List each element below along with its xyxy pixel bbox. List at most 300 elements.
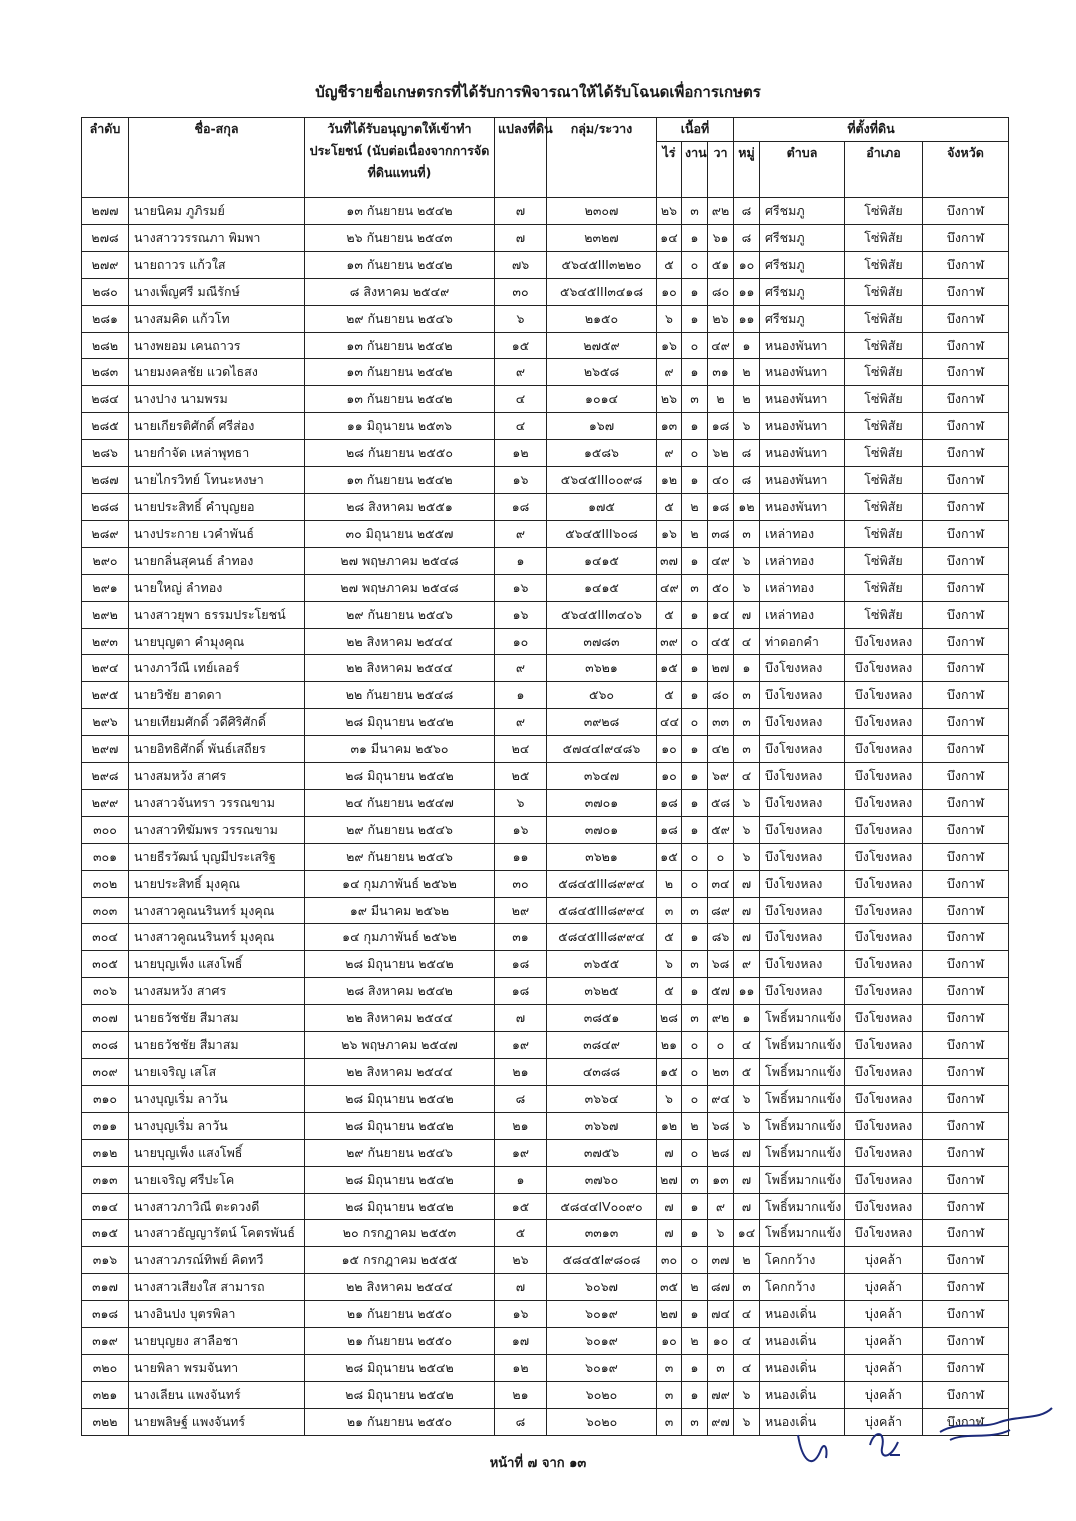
cell-moo: ๑๑ <box>734 305 760 332</box>
cell-rai: ๑๕ <box>657 655 682 682</box>
header-group: กลุ่ม/ระวาง <box>547 118 657 198</box>
cell-ngan: ๐ <box>682 870 708 897</box>
table-row <box>82 628 1009 655</box>
cell-name: นายประสิทธิ์ มุงคุณ <box>129 870 305 897</box>
cell-wa: ๖๘ <box>708 1112 734 1139</box>
cell-province: บึงกาฬ <box>923 1032 1009 1059</box>
cell-name: นายใหญ่ ลำทอง <box>129 574 305 601</box>
table-row <box>82 305 1009 332</box>
cell-wa: ๓๑ <box>708 359 734 386</box>
cell-tambon: หนองพันทา <box>760 386 845 413</box>
cell-name: นางสาวจันทรา วรรณขาม <box>129 789 305 816</box>
cell-date: ๒๙ กันยายน ๒๕๔๖ <box>305 601 495 628</box>
cell-order: ๒๙๙ <box>82 789 129 816</box>
cell-plot: ๑๘ <box>495 978 547 1005</box>
cell-tambon: บึงโขงหลง <box>760 682 845 709</box>
cell-date: ๒๙ กันยายน ๒๕๔๖ <box>305 816 495 843</box>
cell-name: นายพลิษฐ์ แพงจันทร์ <box>129 1408 305 1435</box>
cell-wa: ๖๑ <box>708 224 734 251</box>
cell-amphoe: บึงโขงหลง <box>845 655 923 682</box>
cell-plot: ๑๖ <box>495 816 547 843</box>
cell-ngan: ๑ <box>682 278 708 305</box>
cell-amphoe: บึงโขงหลง <box>845 1112 923 1139</box>
cell-rai: ๒๗ <box>657 1301 682 1328</box>
cell-group: ๓๖๖๗ <box>547 1112 657 1139</box>
cell-plot: ๗ <box>495 198 547 225</box>
cell-name: นางสาวคูณนรินทร์ มุงคุณ <box>129 897 305 924</box>
cell-order: ๒๘๖ <box>82 440 129 467</box>
cell-rai: ๒๖ <box>657 386 682 413</box>
cell-ngan: ๑ <box>682 1354 708 1381</box>
cell-name: นายวิชัย ฮาดดา <box>129 682 305 709</box>
cell-order: ๓๑๖ <box>82 1247 129 1274</box>
cell-tambon: โพธิ์หมากแข้ง <box>760 1059 845 1086</box>
cell-tambon: บึงโขงหลง <box>760 789 845 816</box>
cell-group: ๖๐๑๙ <box>547 1301 657 1328</box>
cell-rai: ๔๙ <box>657 574 682 601</box>
cell-ngan: ๓ <box>682 386 708 413</box>
cell-group: ๑๔๑๕ <box>547 574 657 601</box>
table-row <box>82 386 1009 413</box>
cell-moo: ๒ <box>734 359 760 386</box>
cell-ngan: ๒ <box>682 1112 708 1139</box>
cell-tambon: โพธิ์หมากแข้ง <box>760 1220 845 1247</box>
cell-moo: ๓ <box>734 520 760 547</box>
cell-wa: ๘๐ <box>708 278 734 305</box>
cell-tambon: หนองพันทา <box>760 493 845 520</box>
cell-name: นางสาวเสียงใส สามารถ <box>129 1274 305 1301</box>
cell-plot: ๒๑ <box>495 1112 547 1139</box>
cell-plot: ๗ <box>495 1005 547 1032</box>
cell-tambon: บึงโขงหลง <box>760 709 845 736</box>
cell-tambon: ศรีชมภู <box>760 278 845 305</box>
cell-date: ๒๐ กรกฎาคม ๒๕๕๓ <box>305 1220 495 1247</box>
cell-wa: ๗๔ <box>708 1301 734 1328</box>
cell-province: บึงกาฬ <box>923 198 1009 225</box>
cell-rai: ๑๖ <box>657 332 682 359</box>
cell-rai: ๑๐ <box>657 736 682 763</box>
cell-rai: ๕ <box>657 601 682 628</box>
cell-rai: ๒๖ <box>657 198 682 225</box>
cell-tambon: บึงโขงหลง <box>760 763 845 790</box>
cell-plot: ๙ <box>495 520 547 547</box>
cell-ngan: ๑ <box>682 924 708 951</box>
cell-plot: ๖ <box>495 789 547 816</box>
cell-name: นายเกียรติศักดิ์ ศรีส่อง <box>129 413 305 440</box>
cell-name: นางสมหวัง สาศร <box>129 763 305 790</box>
cell-order: ๒๙๘ <box>82 763 129 790</box>
cell-tambon: บึงโขงหลง <box>760 655 845 682</box>
cell-plot: ๑ <box>495 682 547 709</box>
cell-wa: ๙๗ <box>708 1408 734 1435</box>
cell-order: ๓๐๖ <box>82 978 129 1005</box>
table-row <box>82 978 1009 1005</box>
cell-ngan: ๓ <box>682 574 708 601</box>
cell-name: นางบุญเริ่ม ลาวัน <box>129 1112 305 1139</box>
cell-wa: ๖๙ <box>708 763 734 790</box>
cell-date: ๑๓ กันยายน ๒๕๔๒ <box>305 359 495 386</box>
cell-plot: ๑๕ <box>495 1193 547 1220</box>
cell-name: นายบุญเพ็ง แสงโพธิ์ <box>129 1139 305 1166</box>
cell-province: บึงกาฬ <box>923 1220 1009 1247</box>
cell-rai: ๕ <box>657 682 682 709</box>
cell-amphoe: บึงโขงหลง <box>845 1085 923 1112</box>
cell-group: ๓๘๕๑ <box>547 1005 657 1032</box>
cell-date: ๒๒ สิงหาคม ๒๕๔๔ <box>305 1059 495 1086</box>
cell-name: นายบุญเพ็ง แสงโพธิ์ <box>129 951 305 978</box>
page-number: หน้าที่ ๗ จาก ๑๓ <box>489 1456 587 1471</box>
cell-order: ๒๗๙ <box>82 251 129 278</box>
cell-wa: ๘๙ <box>708 897 734 924</box>
cell-order: ๓๐๙ <box>82 1059 129 1086</box>
table-row <box>82 843 1009 870</box>
cell-amphoe: บึงโขงหลง <box>845 1139 923 1166</box>
cell-group: ๕๖๔๕III๓๔๑๘ <box>547 278 657 305</box>
cell-province: บึงกาฬ <box>923 386 1009 413</box>
cell-ngan: ๒ <box>682 493 708 520</box>
cell-province: บึงกาฬ <box>923 1381 1009 1408</box>
cell-moo: ๖ <box>734 413 760 440</box>
cell-moo: ๑๔ <box>734 1220 760 1247</box>
cell-amphoe: โซ่พิสัย <box>845 574 923 601</box>
cell-group: ๕๘๔๕III๘๙๙๔ <box>547 897 657 924</box>
header-province: จังหวัด <box>923 142 1009 198</box>
header-location: ที่ตั้งที่ดิน <box>734 118 1009 142</box>
cell-moo: ๗ <box>734 1166 760 1193</box>
cell-ngan: ๐ <box>682 1139 708 1166</box>
table-row <box>82 789 1009 816</box>
cell-group: ๕๖๔๕III๓๒๒๐ <box>547 251 657 278</box>
cell-amphoe: บึงโขงหลง <box>845 789 923 816</box>
cell-amphoe: บึงโขงหลง <box>845 978 923 1005</box>
cell-ngan: ๑ <box>682 224 708 251</box>
cell-moo: ๖ <box>734 1381 760 1408</box>
cell-plot: ๒๕ <box>495 763 547 790</box>
cell-wa: ๔๙ <box>708 547 734 574</box>
cell-date: ๑๔ กุมภาพันธ์ ๒๕๖๒ <box>305 924 495 951</box>
cell-tambon: โพธิ์หมากแข้ง <box>760 1139 845 1166</box>
cell-plot: ๑๖ <box>495 574 547 601</box>
cell-group: ๓๙๒๘ <box>547 709 657 736</box>
cell-order: ๓๐๔ <box>82 924 129 951</box>
cell-amphoe: บุ่งคล้า <box>845 1381 923 1408</box>
cell-province: บึงกาฬ <box>923 332 1009 359</box>
cell-date: ๒๘ มิถุนายน ๒๕๔๒ <box>305 1193 495 1220</box>
cell-tambon: เหล่าทอง <box>760 547 845 574</box>
cell-amphoe: บึงโขงหลง <box>845 763 923 790</box>
cell-amphoe: บึงโขงหลง <box>845 1032 923 1059</box>
cell-order: ๓๒๑ <box>82 1381 129 1408</box>
cell-rai: ๑๐ <box>657 763 682 790</box>
cell-order: ๓๑๓ <box>82 1166 129 1193</box>
cell-tambon: ท่าดอกคำ <box>760 628 845 655</box>
cell-rai: ๙ <box>657 440 682 467</box>
cell-date: ๒๘ มิถุนายน ๒๕๔๒ <box>305 1112 495 1139</box>
cell-rai: ๒ <box>657 870 682 897</box>
cell-moo: ๗ <box>734 1139 760 1166</box>
cell-plot: ๒๑ <box>495 1381 547 1408</box>
cell-rai: ๒๘ <box>657 1005 682 1032</box>
cell-rai: ๕ <box>657 924 682 951</box>
cell-plot: ๓๐ <box>495 870 547 897</box>
cell-date: ๒๖ พฤษภาคม ๒๕๔๗ <box>305 1032 495 1059</box>
cell-ngan: ๐ <box>682 251 708 278</box>
cell-amphoe: บึงโขงหลง <box>845 897 923 924</box>
cell-moo: ๖ <box>734 1085 760 1112</box>
cell-province: บึงกาฬ <box>923 1328 1009 1355</box>
cell-ngan: ๒ <box>682 1328 708 1355</box>
table-row <box>82 1085 1009 1112</box>
cell-plot: ๑๒ <box>495 1354 547 1381</box>
cell-moo: ๔ <box>734 1354 760 1381</box>
cell-ngan: ๑ <box>682 1381 708 1408</box>
cell-tambon: ศรีชมภู <box>760 251 845 278</box>
cell-wa: ๓๗ <box>708 1247 734 1274</box>
cell-date: ๒๙ กันยายน ๒๕๔๖ <box>305 843 495 870</box>
cell-wa: ๖ <box>708 1220 734 1247</box>
cell-amphoe: บึงโขงหลง <box>845 870 923 897</box>
cell-name: นางพยอม เคนถาวร <box>129 332 305 359</box>
cell-province: บึงกาฬ <box>923 1112 1009 1139</box>
cell-name: นายไกรวิทย์ โทนะหงษา <box>129 467 305 494</box>
cell-province: บึงกาฬ <box>923 763 1009 790</box>
cell-plot: ๑๘ <box>495 951 547 978</box>
cell-ngan: ๑ <box>682 547 708 574</box>
cell-group: ๕๖๔๕III๓๔๐๖ <box>547 601 657 628</box>
cell-tambon: หนองพันทา <box>760 332 845 359</box>
cell-tambon: บึงโขงหลง <box>760 816 845 843</box>
cell-date: ๑๓ กันยายน ๒๕๔๒ <box>305 386 495 413</box>
cell-tambon: บึงโขงหลง <box>760 924 845 951</box>
cell-amphoe: โซ่พิสัย <box>845 386 923 413</box>
cell-rai: ๑๕ <box>657 843 682 870</box>
table-row <box>82 1301 1009 1328</box>
cell-amphoe: โซ่พิสัย <box>845 359 923 386</box>
cell-name: นางสาวภรณ์ทิพย์ คิดทวี <box>129 1247 305 1274</box>
cell-plot: ๑๘ <box>495 493 547 520</box>
cell-name: นายบุญตา คำมุงคุณ <box>129 628 305 655</box>
cell-name: นายประสิทธิ์ คำบุญยอ <box>129 493 305 520</box>
cell-province: บึงกาฬ <box>923 493 1009 520</box>
cell-date: ๒๔ กันยายน ๒๕๔๗ <box>305 789 495 816</box>
table-body <box>82 198 1009 1436</box>
cell-name: นายธีรวัฒน์ บุญมีประเสริฐ <box>129 843 305 870</box>
cell-tambon: โพธิ์หมากแข้ง <box>760 1085 845 1112</box>
table-row <box>82 1139 1009 1166</box>
cell-amphoe: บุ่งคล้า <box>845 1274 923 1301</box>
cell-group: ๓๖๔๗ <box>547 763 657 790</box>
cell-province: บึงกาฬ <box>923 1166 1009 1193</box>
cell-date: ๑๙ มีนาคม ๒๕๖๒ <box>305 897 495 924</box>
table-row <box>82 1193 1009 1220</box>
cell-province: บึงกาฬ <box>923 924 1009 951</box>
cell-date: ๒๒ กันยายน ๒๕๔๘ <box>305 682 495 709</box>
table-row <box>82 763 1009 790</box>
cell-plot: ๑๙ <box>495 1139 547 1166</box>
cell-order: ๒๙๓ <box>82 628 129 655</box>
header-ngan: งาน <box>682 142 708 198</box>
cell-rai: ๓ <box>657 897 682 924</box>
table-row <box>82 709 1009 736</box>
cell-name: นายนิคม ภูภิรมย์ <box>129 198 305 225</box>
cell-date: ๒๒ สิงหาคม ๒๕๔๔ <box>305 655 495 682</box>
cell-wa: ๔๕ <box>708 628 734 655</box>
cell-moo: ๒ <box>734 1247 760 1274</box>
cell-order: ๓๑๙ <box>82 1328 129 1355</box>
table-row <box>82 1005 1009 1032</box>
cell-wa: ๙๒ <box>708 1005 734 1032</box>
table-row <box>82 1112 1009 1139</box>
cell-date: ๒๘ มิถุนายน ๒๕๔๒ <box>305 1354 495 1381</box>
cell-province: บึงกาฬ <box>923 574 1009 601</box>
table-row <box>82 897 1009 924</box>
cell-wa: ๑๘ <box>708 493 734 520</box>
cell-amphoe: บึงโขงหลง <box>845 1059 923 1086</box>
cell-ngan: ๐ <box>682 1059 708 1086</box>
cell-moo: ๓ <box>734 682 760 709</box>
cell-wa: ๑๓ <box>708 1166 734 1193</box>
cell-moo: ๔ <box>734 1301 760 1328</box>
cell-rai: ๖ <box>657 951 682 978</box>
cell-date: ๒๘ มิถุนายน ๒๕๔๒ <box>305 1381 495 1408</box>
cell-plot: ๑๙ <box>495 1032 547 1059</box>
cell-ngan: ๐ <box>682 843 708 870</box>
cell-group: ๒๓๐๗ <box>547 198 657 225</box>
cell-rai: ๗ <box>657 1193 682 1220</box>
cell-wa: ๓๓ <box>708 709 734 736</box>
cell-moo: ๖ <box>734 816 760 843</box>
cell-tambon: โพธิ์หมากแข้ง <box>760 1166 845 1193</box>
cell-rai: ๑๘ <box>657 789 682 816</box>
cell-wa: ๐ <box>708 843 734 870</box>
cell-province: บึงกาฬ <box>923 278 1009 305</box>
cell-ngan: ๑ <box>682 359 708 386</box>
cell-date: ๑๓ กันยายน ๒๕๔๒ <box>305 251 495 278</box>
cell-plot: ๑๕ <box>495 332 547 359</box>
cell-plot: ๓๐ <box>495 278 547 305</box>
cell-name: นางปาง นามพรม <box>129 386 305 413</box>
cell-rai: ๓ <box>657 1381 682 1408</box>
table-row <box>82 467 1009 494</box>
cell-amphoe: โซ่พิสัย <box>845 520 923 547</box>
cell-order: ๓๑๒ <box>82 1139 129 1166</box>
cell-rai: ๕ <box>657 251 682 278</box>
cell-name: นายมงคลชัย แวดไธสง <box>129 359 305 386</box>
cell-tambon: บึงโขงหลง <box>760 978 845 1005</box>
cell-ngan: ๐ <box>682 628 708 655</box>
cell-ngan: ๑ <box>682 467 708 494</box>
cell-plot: ๘ <box>495 1085 547 1112</box>
cell-amphoe: บุ่งคล้า <box>845 1328 923 1355</box>
cell-date: ๒๘ มิถุนายน ๒๕๔๒ <box>305 951 495 978</box>
cell-date: ๒๘ สิงหาคม ๒๕๕๑ <box>305 493 495 520</box>
cell-amphoe: โซ่พิสัย <box>845 251 923 278</box>
cell-order: ๓๑๗ <box>82 1274 129 1301</box>
cell-plot: ๑๑ <box>495 843 547 870</box>
cell-ngan: ๓ <box>682 1166 708 1193</box>
cell-name: นายพิลา พรมจันทา <box>129 1354 305 1381</box>
cell-group: ๕๘๔๔IV๐๐๙๐ <box>547 1193 657 1220</box>
cell-province: บึงกาฬ <box>923 1354 1009 1381</box>
cell-amphoe: โซ่พิสัย <box>845 601 923 628</box>
cell-ngan: ๒ <box>682 520 708 547</box>
cell-rai: ๗ <box>657 1139 682 1166</box>
cell-group: ๑๕๘๖ <box>547 440 657 467</box>
cell-group: ๒๓๒๗ <box>547 224 657 251</box>
cell-wa: ๐ <box>708 1032 734 1059</box>
cell-moo: ๑ <box>734 332 760 359</box>
table-row <box>82 736 1009 763</box>
cell-ngan: ๓ <box>682 951 708 978</box>
cell-order: ๓๐๕ <box>82 951 129 978</box>
header-order: ลำดับ <box>82 118 129 198</box>
cell-moo: ๔ <box>734 1032 760 1059</box>
cell-wa: ๑๔ <box>708 601 734 628</box>
table-row <box>82 547 1009 574</box>
table-row <box>82 1274 1009 1301</box>
cell-province: บึงกาฬ <box>923 1408 1009 1435</box>
page-title: บัญชีรายชื่อเกษตรกรที่ได้รับการพิจารณาให้ได้รับโฉนดเพื่อการเกษตร <box>315 83 761 101</box>
header-amphoe: อำเภอ <box>845 142 923 198</box>
cell-plot: ๑๖ <box>495 1301 547 1328</box>
cell-plot: ๙ <box>495 359 547 386</box>
table-row <box>82 1220 1009 1247</box>
cell-name: นายกำจัด เหล่าพุทธา <box>129 440 305 467</box>
cell-wa: ๕๘ <box>708 789 734 816</box>
cell-order: ๒๘๐ <box>82 278 129 305</box>
cell-province: บึงกาฬ <box>923 843 1009 870</box>
cell-tambon: โคกกว้าง <box>760 1274 845 1301</box>
cell-wa: ๕๐ <box>708 574 734 601</box>
cell-moo: ๗ <box>734 870 760 897</box>
cell-date: ๑๓ กันยายน ๒๕๔๒ <box>305 198 495 225</box>
cell-group: ๓๗๐๑ <box>547 816 657 843</box>
cell-order: ๒๘๗ <box>82 467 129 494</box>
cell-rai: ๓ <box>657 1354 682 1381</box>
cell-group: ๕๘๔๕I๙๘๐๘ <box>547 1247 657 1274</box>
table-row <box>82 493 1009 520</box>
cell-province: บึงกาฬ <box>923 520 1009 547</box>
cell-rai: ๕ <box>657 978 682 1005</box>
cell-amphoe: บึงโขงหลง <box>845 1193 923 1220</box>
cell-name: นางประกาย เวคำพันธ์ <box>129 520 305 547</box>
cell-group: ๑๗๕ <box>547 493 657 520</box>
cell-ngan: ๐ <box>682 1247 708 1274</box>
cell-wa: ๘๖ <box>708 924 734 951</box>
table-row <box>82 951 1009 978</box>
table-row <box>82 870 1009 897</box>
cell-ngan: ๑ <box>682 816 708 843</box>
cell-order: ๒๙๕ <box>82 682 129 709</box>
table-row <box>82 601 1009 628</box>
cell-moo: ๖ <box>734 1112 760 1139</box>
cell-amphoe: โซ่พิสัย <box>845 305 923 332</box>
cell-date: ๒๘ สิงหาคม ๒๕๔๒ <box>305 978 495 1005</box>
cell-amphoe: โซ่พิสัย <box>845 493 923 520</box>
cell-group: ๑๐๑๔ <box>547 386 657 413</box>
cell-moo: ๘ <box>734 224 760 251</box>
cell-moo: ๗ <box>734 1193 760 1220</box>
cell-province: บึงกาฬ <box>923 709 1009 736</box>
cell-rai: ๖ <box>657 305 682 332</box>
cell-name: นางอินปง บุตรพิลา <box>129 1301 305 1328</box>
cell-wa: ๗๙ <box>708 1381 734 1408</box>
cell-name: นายเจริญ เสโส <box>129 1059 305 1086</box>
cell-rai: ๓ <box>657 1408 682 1435</box>
cell-order: ๒๘๒ <box>82 332 129 359</box>
cell-province: บึงกาฬ <box>923 978 1009 1005</box>
cell-rai: ๕ <box>657 493 682 520</box>
